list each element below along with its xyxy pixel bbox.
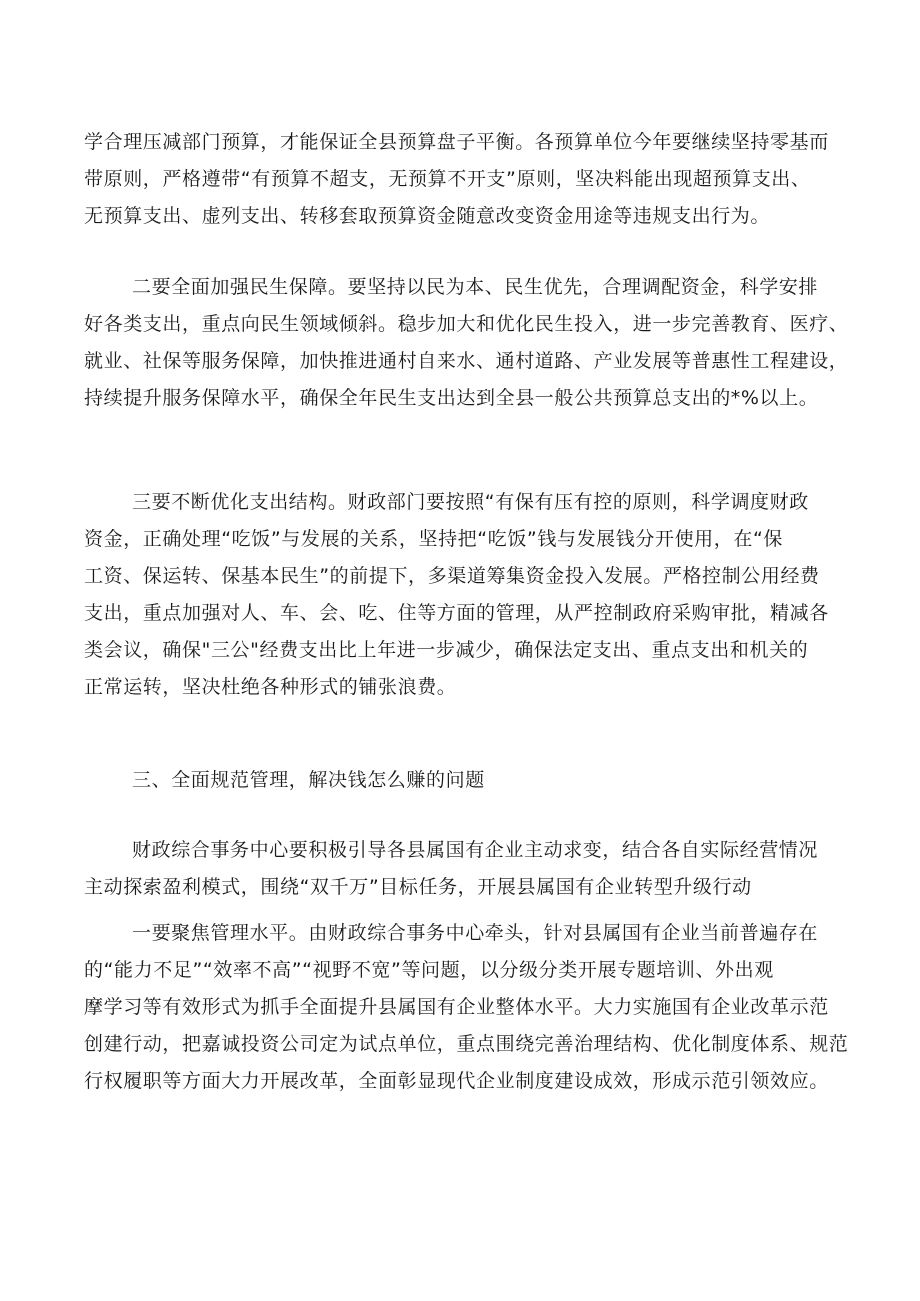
text-line: 一要聚焦管理水平。由财政综合事务中心牵头，针对县属国有企业当前普遍存在 [132,922,819,944]
text-line: 行权履职等方面大力开展改革，全面彰显现代企业制度建设成效，形成示范引领效应。 [84,1070,829,1092]
text-line: 无预算支出、虚列支出、转移套取预算资金随意改变资金用途等违规支出行为。 [84,205,771,227]
text-line: 三要不断优化支出结构。财政部门要按照“有保有压有控的原则，科学调度财政 [132,491,809,513]
text-line: 就业、社保等服务保障，加快推进通村自来水、通村道路、产业发展等普惠性工程建设， [84,350,849,372]
heading-text: 三、全面规范管理，解决钱怎么赚的问题 [132,769,485,791]
text-line: 创建行动，把嘉诚投资公司定为试点单位，重点围绕完善治理结构、优化制度体系、规范 [84,1033,849,1055]
text-line: 财政综合事务中心要积极引导各县属国有企业主动求变，结合各自实际经营情况 [132,839,819,861]
paragraph-livelihood [84,269,848,417]
text-line: 类会议，确保"三公"经费支出比上年进一步减少，确保法定支出、重点支出和机关的 [84,639,809,661]
paragraph-enterprise-intro [84,832,848,906]
text-line: 工资、保运转、保基本民生”的前提下，多渠道筹集资金投入发展。严格控制公用经费 [84,565,820,587]
text-line: 好各类支出，重点向民生领域倾斜。稳步加大和优化民生投入，进一步完善教育、医疗、 [84,313,849,335]
text-line: 学合理压减部门预算，才能保证全县预算盘子平衡。各预算单位今年要继续坚持零基而 [84,131,829,153]
section-heading [132,762,848,799]
paragraph-expenditure-structure [84,484,848,706]
text-line: 主动探索盈利模式，围绕“双千万”目标任务，开展县属国有企业转型升级行动 [84,876,752,898]
text-line: 摩学习等有效形式为抓手全面提升县属国有企业整体水平。大力实施国有企业改革示范 [84,996,829,1018]
text-line: 二要全面加强民生保障。要坚持以民为本、民生优先，合理调配资金，科学安排 [132,276,819,298]
paragraph-management-level [84,915,848,1100]
text-line: 资金，正确处理“吃饭”与发展的关系，坚持把“吃饭”钱与发展钱分开使用，在“保 [84,528,784,550]
text-line: 持续提升服务保障水平，确保全年民生支出达到全县一般公共预算总支出的*%以上。 [84,387,819,409]
text-line: 正常运转，坚决杜绝各种形式的铺张浪费。 [84,676,457,698]
text-line: 带原则，严格遵带“有预算不超支，无预算不开支”原则，坚决料能出现超预算支出、 [84,168,811,190]
text-line: 支出，重点加强对人、车、会、吃、住等方面的管理，从严控制政府采购审批，精减各 [84,602,829,624]
paragraph-budget-continuation [84,124,848,235]
text-line: 的“能力不足”“效率不高”“视野不宽”等问题，以分级分类开展专题培训、外出观 [84,959,774,981]
